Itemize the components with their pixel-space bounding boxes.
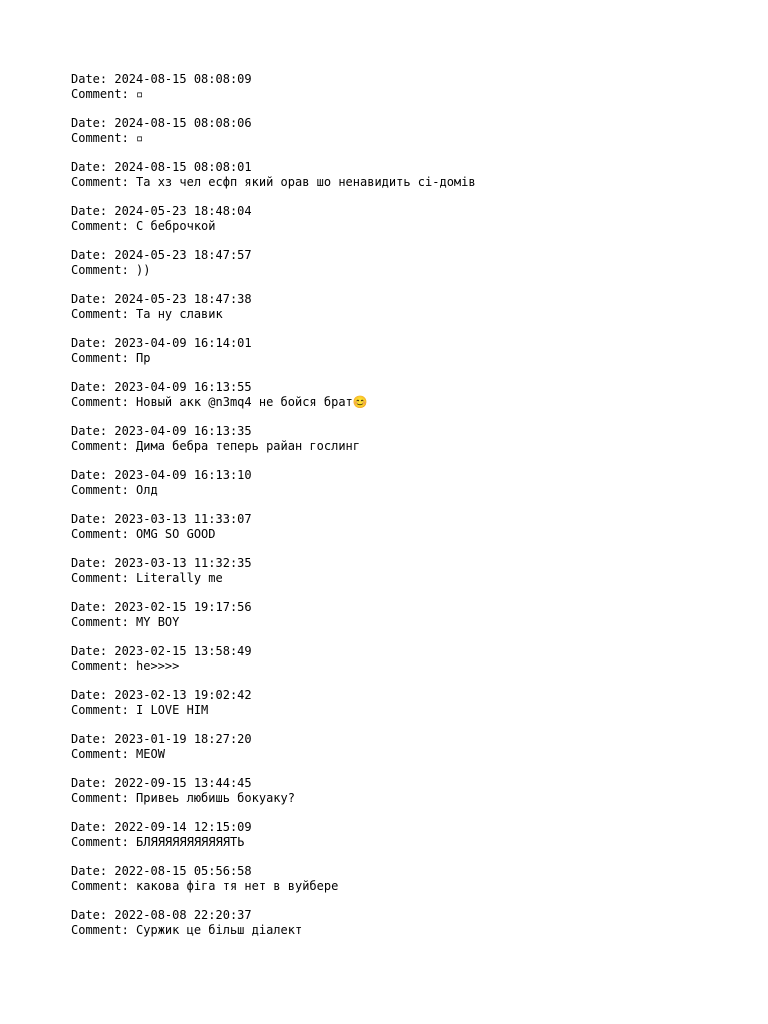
entry-comment: Та хз чел есфп який орав шо ненавидить сі-домів bbox=[136, 174, 476, 189]
entry-date: 2023-02-15 13:58:49 bbox=[114, 644, 252, 658]
entry-date: 2022-09-15 13:44:45 bbox=[114, 776, 252, 790]
entry-comment-line bbox=[71, 263, 476, 278]
comment-entry bbox=[71, 424, 476, 453]
entry-comment-line bbox=[71, 439, 476, 454]
comment-label: Comment: bbox=[71, 526, 137, 541]
entry-date-line bbox=[71, 160, 476, 175]
entry-comment-line bbox=[71, 615, 476, 630]
comment-entry bbox=[71, 72, 476, 101]
entry-comment-line bbox=[71, 131, 476, 146]
entry-date: 2023-03-13 11:33:07 bbox=[114, 512, 252, 526]
comment-entry bbox=[71, 380, 476, 409]
entry-date-line bbox=[71, 688, 476, 703]
entry-date-line bbox=[71, 336, 476, 351]
comment-log bbox=[71, 72, 476, 952]
date-label: Date: bbox=[71, 160, 115, 174]
entry-comment: какова фіга тя нет в вуйбере bbox=[136, 878, 339, 893]
entry-date: 2023-04-09 16:13:55 bbox=[114, 380, 252, 394]
comment-label: Comment: bbox=[71, 922, 137, 937]
entry-date-line bbox=[71, 908, 476, 923]
comment-entry bbox=[71, 556, 476, 585]
comment-label: Comment: bbox=[71, 262, 137, 277]
entry-comment: Дима бебра теперь райан гослинг bbox=[136, 438, 360, 453]
comment-label: Comment: bbox=[71, 130, 137, 145]
entry-date-line bbox=[71, 292, 476, 307]
entry-comment-line bbox=[71, 527, 476, 542]
comment-label: Comment: bbox=[71, 746, 137, 761]
date-label: Date: bbox=[71, 776, 115, 790]
date-label: Date: bbox=[71, 424, 115, 438]
entry-date-line bbox=[71, 820, 476, 835]
entry-date-line bbox=[71, 468, 476, 483]
entry-date-line bbox=[71, 72, 476, 87]
entry-comment-line bbox=[71, 307, 476, 322]
entry-date-line bbox=[71, 732, 476, 747]
entry-date-line bbox=[71, 556, 476, 571]
entry-date-line bbox=[71, 600, 476, 615]
comment-label: Comment: bbox=[71, 350, 137, 365]
comment-entry bbox=[71, 864, 476, 893]
comment-entry bbox=[71, 644, 476, 673]
entry-date: 2022-08-15 05:56:58 bbox=[114, 864, 252, 878]
entry-date: 2023-04-09 16:13:35 bbox=[114, 424, 252, 438]
comment-label: Comment: bbox=[71, 834, 137, 849]
date-label: Date: bbox=[71, 336, 115, 350]
entry-comment-line bbox=[71, 703, 476, 718]
entry-comment: Суржик це більш діалект bbox=[136, 922, 303, 937]
entry-comment: Та ну славик bbox=[136, 306, 223, 321]
entry-date-line bbox=[71, 248, 476, 263]
entry-date: 2024-08-15 08:08:01 bbox=[114, 160, 252, 174]
comment-label: Comment: bbox=[71, 570, 137, 585]
entry-comment: he>>>> bbox=[136, 658, 180, 673]
date-label: Date: bbox=[71, 292, 115, 306]
comment-entry bbox=[71, 908, 476, 937]
entry-date-line bbox=[71, 512, 476, 527]
comment-entry bbox=[71, 116, 476, 145]
entry-comment: Пр bbox=[136, 350, 151, 365]
comment-entry bbox=[71, 820, 476, 849]
entry-comment: С беброчкой bbox=[136, 218, 216, 233]
comment-entry bbox=[71, 336, 476, 365]
comment-entry bbox=[71, 204, 476, 233]
date-label: Date: bbox=[71, 820, 115, 834]
comment-entry bbox=[71, 732, 476, 761]
entry-comment: Привеь любишь бокуаку? bbox=[136, 790, 295, 805]
comment-label: Comment: bbox=[71, 790, 137, 805]
comment-entry bbox=[71, 160, 476, 189]
date-label: Date: bbox=[71, 908, 115, 922]
comment-entry bbox=[71, 600, 476, 629]
entry-comment-line bbox=[71, 571, 476, 586]
date-label: Date: bbox=[71, 380, 115, 394]
entry-date: 2022-08-08 22:20:37 bbox=[114, 908, 252, 922]
date-label: Date: bbox=[71, 204, 115, 218]
entry-date-line bbox=[71, 424, 476, 439]
date-label: Date: bbox=[71, 556, 115, 570]
comment-label: Comment: bbox=[71, 86, 137, 101]
comment-entry bbox=[71, 468, 476, 497]
date-label: Date: bbox=[71, 644, 115, 658]
entry-comment: MY BOY bbox=[136, 614, 180, 629]
entry-comment-line bbox=[71, 483, 476, 498]
comment-entry bbox=[71, 512, 476, 541]
entry-date: 2023-02-13 19:02:42 bbox=[114, 688, 252, 702]
comment-label: Comment: bbox=[71, 438, 137, 453]
entry-date-line bbox=[71, 776, 476, 791]
entry-date-line bbox=[71, 116, 476, 131]
comment-label: Comment: bbox=[71, 878, 137, 893]
entry-comment-line bbox=[71, 659, 476, 674]
date-label: Date: bbox=[71, 468, 115, 482]
entry-date-line bbox=[71, 864, 476, 879]
entry-comment-line bbox=[71, 175, 476, 190]
entry-comment-line bbox=[71, 835, 476, 850]
comment-entry bbox=[71, 248, 476, 277]
entry-comment: OMG SO GOOD bbox=[136, 526, 216, 541]
date-label: Date: bbox=[71, 512, 115, 526]
comment-label: Comment: bbox=[71, 218, 137, 233]
comment-label: Comment: bbox=[71, 482, 137, 497]
entry-date: 2024-05-23 18:47:57 bbox=[114, 248, 252, 262]
entry-date: 2023-02-15 19:17:56 bbox=[114, 600, 252, 614]
entry-date: 2024-05-23 18:47:38 bbox=[114, 292, 252, 306]
entry-date: 2024-08-15 08:08:06 bbox=[114, 116, 252, 130]
entry-date: 2023-04-09 16:13:10 bbox=[114, 468, 252, 482]
entry-date-line bbox=[71, 380, 476, 395]
entry-date-line bbox=[71, 644, 476, 659]
entry-comment-line bbox=[71, 791, 476, 806]
entry-comment: Literally me bbox=[136, 570, 223, 585]
comment-label: Comment: bbox=[71, 702, 137, 717]
entry-comment-line bbox=[71, 879, 476, 894]
comment-entry bbox=[71, 688, 476, 717]
entry-date: 2023-04-09 16:14:01 bbox=[114, 336, 252, 350]
entry-date: 2023-01-19 18:27:20 bbox=[114, 732, 252, 746]
entry-comment: MEOW bbox=[136, 746, 165, 761]
date-label: Date: bbox=[71, 600, 115, 614]
comment-label: Comment: bbox=[71, 658, 137, 673]
comment-label: Comment: bbox=[71, 306, 137, 321]
entry-comment-line bbox=[71, 395, 476, 410]
entry-comment: ▫ bbox=[136, 86, 144, 101]
date-label: Date: bbox=[71, 116, 115, 130]
date-label: Date: bbox=[71, 864, 115, 878]
date-label: Date: bbox=[71, 248, 115, 262]
entry-comment-line bbox=[71, 923, 476, 938]
entry-comment: БЛЯЯЯЯЯЯЯЯЯЯЯТЬ bbox=[136, 834, 245, 849]
entry-comment: )) bbox=[136, 262, 151, 277]
entry-date: 2023-03-13 11:32:35 bbox=[114, 556, 252, 570]
comment-label: Comment: bbox=[71, 394, 137, 409]
entry-comment: ▫ bbox=[136, 130, 144, 145]
entry-comment-line bbox=[71, 87, 476, 102]
comment-label: Comment: bbox=[71, 174, 137, 189]
entry-comment: I LOVE HIM bbox=[136, 702, 209, 717]
date-label: Date: bbox=[71, 732, 115, 746]
entry-date: 2024-05-23 18:48:04 bbox=[114, 204, 252, 218]
comment-entry bbox=[71, 776, 476, 805]
entry-date-line bbox=[71, 204, 476, 219]
comment-entry bbox=[71, 292, 476, 321]
comment-label: Comment: bbox=[71, 614, 137, 629]
date-label: Date: bbox=[71, 688, 115, 702]
entry-comment: Новый акк @n3mq4 не бойся брат😊 bbox=[136, 394, 368, 409]
entry-comment-line bbox=[71, 351, 476, 366]
date-label: Date: bbox=[71, 72, 115, 86]
entry-date: 2022-09-14 12:15:09 bbox=[114, 820, 252, 834]
entry-comment: Олд bbox=[136, 482, 158, 497]
entry-comment-line bbox=[71, 747, 476, 762]
entry-date: 2024-08-15 08:08:09 bbox=[114, 72, 252, 86]
entry-comment-line bbox=[71, 219, 476, 234]
